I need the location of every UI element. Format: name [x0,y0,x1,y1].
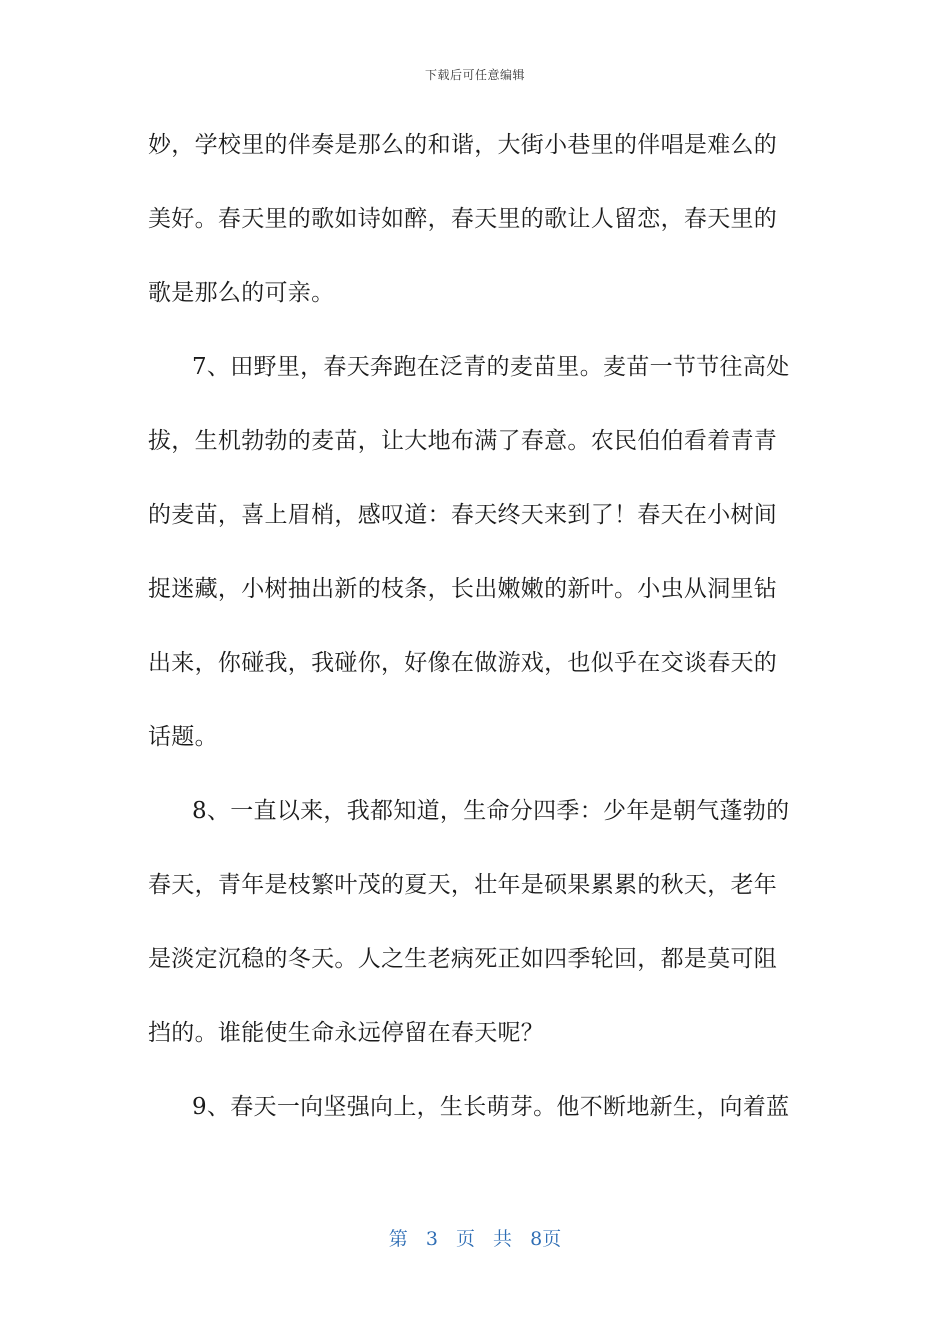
body-line: 歌是那么的可亲。 [148,280,335,306]
body-line: 春天，青年是枝繁叶茂的夏天，壮年是硕果累累的秋天，老年 [148,872,778,898]
body-line: 出来，你碰我，我碰你，好像在做游戏，也似乎在交谈春天的 [148,650,778,676]
body-line: 妙，学校里的伴奏是那么的和谐，大街小巷里的伴唱是难么的 [148,132,778,158]
footer-label-di: 第 [388,1228,408,1250]
paragraph-8-start: 8、一直以来，我都知道，生命分四季：少年是朝气蓬勃的 [192,798,790,824]
body-line: 拔，生机勃勃的麦苗，让大地布满了春意。农民伯伯看着青青 [148,428,778,454]
footer-label-gong: 共 [493,1228,513,1250]
page-footer [0,1224,950,1251]
paragraph-7-start: 7、田野里，春天奔跑在泛青的麦苗里。麦苗一节节往高处 [192,354,790,380]
body-line: 美好。春天里的歌如诗如醉，春天里的歌让人留恋，春天里的 [148,206,778,232]
body-line: 话题。 [148,724,218,750]
body-line: 捉迷藏，小树抽出新的枝条，长出嫩嫩的新叶。小虫从洞里钻 [148,576,778,602]
body-line: 是淡定沉稳的冬天。人之生老病死正如四季轮回，都是莫可阻 [148,946,778,972]
body-line: 挡的。谁能使生命永远停留在春天呢？ [148,1020,545,1046]
document-body [148,108,808,1144]
footer-page-number: 3 [425,1228,438,1250]
paragraph-9-start: 9、春天一向坚强向上，生长萌芽。他不断地新生，向着蓝 [192,1094,790,1120]
footer-total-pages: 8页 [530,1228,562,1250]
body-line: 的麦苗，喜上眉梢，感叹道：春天终天来到了！春天在小树间 [148,502,778,528]
footer-label-ye: 页 [455,1228,475,1250]
page-header: 下载后可任意编辑 [424,68,525,82]
